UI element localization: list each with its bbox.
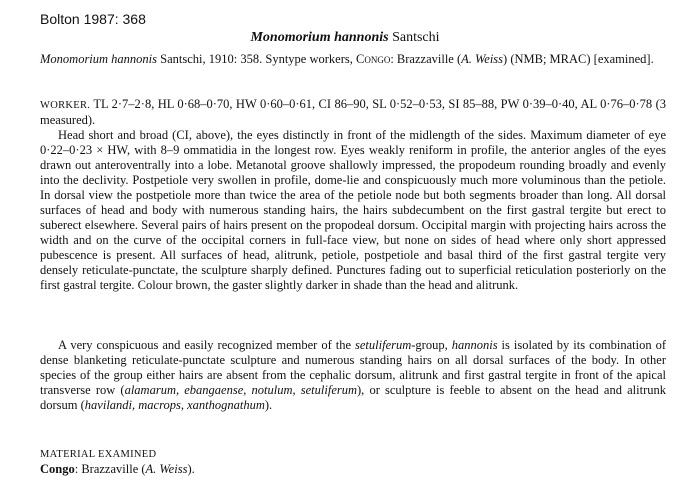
citation-text-1: Santschi, 1910: 358. Syntype workers,	[157, 52, 356, 66]
worker-measurements: TL 2·7–2·8, HL 0·68–0·70, HW 0·60–0·61, CI 86–90, SL 0·52–0·53, SI 85–88, PW 0·39–0·40, AL 0·76–0·78 (3 measured).	[40, 97, 666, 127]
citation-name: Monomorium hannonis	[40, 52, 158, 66]
material-country: Congo	[40, 462, 75, 476]
remarks-text-2: -group,	[411, 338, 452, 352]
citation-text-2: : Brazzaville (	[390, 52, 462, 66]
citation-country: Congo	[355, 52, 391, 66]
remarks-paragraph	[40, 338, 666, 413]
material-collector: A. Weiss	[145, 462, 188, 476]
source-reference: Bolton 1987: 368	[40, 11, 146, 27]
citation-text-3: ) (NMB; MRAC) [examined].	[503, 52, 654, 66]
worker-heading: WORKER.	[40, 100, 91, 111]
taxon-author: Santschi	[388, 30, 440, 45]
remarks-list-2: havilandi, macrops, xanthognathum	[84, 398, 265, 412]
material-entry	[40, 462, 666, 477]
material-text-2: ).	[187, 462, 195, 476]
material-text-1: : Brazzaville (	[74, 462, 146, 476]
material-heading: MATERIAL EXAMINED	[40, 449, 157, 460]
remarks-species: hannonis	[451, 338, 498, 352]
remarks-list-1: alamarum, ebangaense, notulum, setuliferum	[124, 383, 358, 397]
remarks-text-1: A very conspicuous and easily recognized member of the	[58, 338, 356, 352]
remarks-group: setuliferum	[355, 338, 412, 352]
material-section	[40, 447, 666, 477]
taxon-name: Monomorium hannonis	[250, 30, 389, 45]
citation-paragraph	[40, 52, 666, 67]
remarks-text-5: ).	[264, 398, 273, 412]
worker-description: Head short and broad (CI, above), the eyes distinctly in front of the midlength of the sides. Maximum diameter of eye 0·22–0·23 × HW, with 8–9 ommatidia in the longest row. Eyes weakly reniform in profile, the anterior angles of the eyes drawn out anteroventrally into a lobe. Metanotal groove shallowly impressed, the propodeum rounding broadly and evenly into the declivity. Postpetiole very swollen in profile, dome-lie and conspicuously much more voluminous than the petiole. In dorsal view the postpetiole more than twice the area of the petiole node but both segments broader than long. All dorsal surfaces of head and body with numerous standing hairs, the hairs subdecumbent on the first gastral tergite but erect to suberect elsewhere. Several pairs of hairs present on the propodeal dorsum. Occipital margin with projecting hairs across the width and on the curve of the occipital corners in full-face view, but none on sides of head where only short appressed pubescence is present. All surfaces of head, alitrunk, petiole, postpetiole and basal third of the first gastral tergite very densely reticulate-punctate, the sculpture sharply defined. Punctures fading out to superficial reticulation posteriorly on the first gastral tergite. Colour brown, the gaster slightly darker in shade than the head and alitrunk.	[40, 128, 666, 292]
remarks-text-4: ), or sculpture is feeble to absent on the head and alitrunk dorsum (	[40, 383, 666, 412]
worker-section	[40, 97, 666, 293]
citation-collector: A. Weiss	[461, 52, 504, 66]
remarks-text-3: is isolated by its combination of dense blanketing reticulate-punctate sculpture and numerous standing hairs on all dorsal surfaces of the body. In other species of the group either hairs are absent from the cephalic dorsum, alitrunk and first gastral tergite in front of the apical transverse row (	[40, 338, 666, 397]
taxon-title	[0, 30, 690, 46]
